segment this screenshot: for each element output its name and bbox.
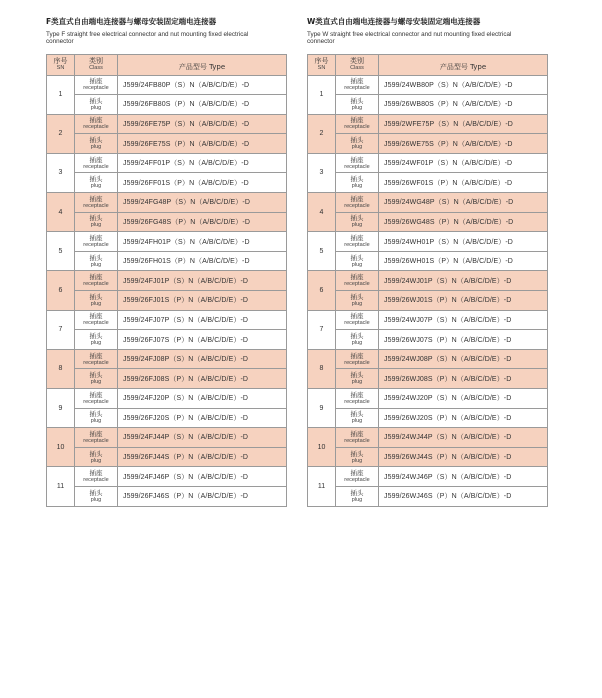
plug-class-en: plug: [351, 496, 363, 503]
plug-model-cell: J599/26WJ46S（P）N（A/B/C/D/E）-D: [379, 486, 548, 506]
plug-class-cell: [75, 212, 118, 232]
plug-class-cn: 插头: [89, 253, 103, 262]
receptacle-class-cn: 插座: [350, 312, 364, 321]
receptacle-class-cell: [336, 153, 379, 173]
table-row: [308, 389, 548, 409]
plug-class-cell: [336, 251, 379, 271]
receptacle-class-cn: 插座: [350, 155, 364, 164]
class-header-cn: 类别: [350, 57, 364, 66]
plug-model-cell: J599/26FJ01S（P）N（A/B/C/D/E）-D: [118, 291, 287, 311]
plug-class-cell: [75, 369, 118, 389]
receptacle-class-cn: 插座: [350, 390, 364, 399]
plug-class-cell: [75, 251, 118, 271]
plug-class-cn: 插头: [350, 371, 364, 380]
sn-cell: 10: [308, 428, 336, 467]
receptacle-model-cell: J599/24FJ44P（S）N（A/B/C/D/E）-D: [118, 428, 287, 448]
plug-class-cn: 插头: [89, 292, 103, 301]
receptacle-class-en: receptacle: [83, 398, 109, 405]
table-header-row: [47, 55, 287, 76]
plug-class-cell: [75, 408, 118, 428]
table-row: [47, 232, 287, 252]
receptacle-class-cn: 插座: [350, 273, 364, 282]
plug-class-en: plug: [351, 183, 363, 190]
table-row: [47, 114, 287, 134]
receptacle-model-cell: J599/24WJ46P（S）N（A/B/C/D/E）-D: [379, 467, 548, 487]
plug-class-cell: [336, 173, 379, 193]
sn-cell: 2: [308, 114, 336, 153]
plug-model-cell: J599/26WJ08S（P）N（A/B/C/D/E）-D: [379, 369, 548, 389]
receptacle-class-cell: [336, 114, 379, 134]
receptacle-model-cell: J599/24WF01P（S）N（A/B/C/D/E）-D: [379, 153, 548, 173]
receptacle-class-cn: 插座: [350, 351, 364, 360]
plug-class-cell: [336, 291, 379, 311]
receptacle-class-cn: 插座: [89, 351, 103, 360]
plug-class-en: plug: [90, 144, 102, 151]
w-type-title-en: Type W straight free electrical connector and nut mounting fixed electrical connector: [307, 31, 512, 45]
plug-class-cell: [336, 369, 379, 389]
plug-class-en: plug: [90, 104, 102, 111]
sn-cell: 11: [47, 467, 75, 506]
receptacle-model-cell: J599/24FJ08P（S）N（A/B/C/D/E）-D: [118, 349, 287, 369]
receptacle-class-cn: 插座: [89, 469, 103, 478]
type-header: [379, 55, 548, 76]
receptacle-model-cell: J599/24WJ07P（S）N（A/B/C/D/E）-D: [379, 310, 548, 330]
receptacle-model-cell: J599/24WB80P（S）N（A/B/C/D/E）-D: [379, 75, 548, 95]
w-type-table: [307, 54, 548, 507]
plug-class-cell: [336, 447, 379, 467]
table-row: [308, 408, 548, 428]
table-row: [47, 291, 287, 311]
receptacle-model-cell: J599/24FJ07P（S）N（A/B/C/D/E）-D: [118, 310, 287, 330]
receptacle-model-cell: J599/24WJ08P（S）N（A/B/C/D/E）-D: [379, 349, 548, 369]
plug-class-cn: 插头: [350, 332, 364, 341]
receptacle-class-cn: 插座: [350, 116, 364, 125]
sn-header: [47, 55, 75, 76]
receptacle-class-en: receptacle: [83, 359, 109, 366]
receptacle-model-cell: J599/24WJ01P（S）N（A/B/C/D/E）-D: [379, 271, 548, 291]
receptacle-class-en: receptacle: [83, 163, 109, 170]
receptacle-class-cn: 插座: [89, 273, 103, 282]
receptacle-class-en: receptacle: [344, 124, 370, 131]
plug-class-cn: 插头: [89, 332, 103, 341]
sn-cell: 4: [47, 193, 75, 232]
receptacle-class-en: receptacle: [344, 242, 370, 249]
w-type-title-cn: W类直式自由端电连接器与螺母安装固定端电连接器: [307, 17, 481, 26]
table-row: [308, 153, 548, 173]
class-header-cn: 类别: [89, 57, 103, 66]
receptacle-model-cell: J599/24FG48P（S）N（A/B/C/D/E）-D: [118, 193, 287, 213]
table-row: [47, 330, 287, 350]
receptacle-model-cell: J599/24FB80P（S）N（A/B/C/D/E）-D: [118, 75, 287, 95]
receptacle-model-cell: J599/24WJ44P（S）N（A/B/C/D/E）-D: [379, 428, 548, 448]
table-row: [308, 271, 548, 291]
receptacle-class-cn: 插座: [350, 77, 364, 86]
sn-cell: 8: [47, 349, 75, 388]
table-row: [47, 173, 287, 193]
receptacle-class-en: receptacle: [83, 242, 109, 249]
table-row: [308, 467, 548, 487]
plug-class-en: plug: [90, 379, 102, 386]
table-row: [47, 447, 287, 467]
plug-class-cell: [75, 330, 118, 350]
plug-class-cn: 插头: [89, 488, 103, 497]
f-type-table: [46, 54, 287, 507]
plug-class-cn: 插头: [89, 136, 103, 145]
plug-class-en: plug: [90, 222, 102, 229]
sn-cell: 2: [47, 114, 75, 153]
receptacle-class-cell: [336, 389, 379, 409]
receptacle-class-cn: 插座: [89, 312, 103, 321]
receptacle-class-en: receptacle: [344, 85, 370, 92]
class-header-en: Class: [89, 65, 103, 72]
sn-header-cn: 序号: [314, 57, 329, 66]
plug-class-cn: 插头: [89, 449, 103, 458]
sn-cell: 7: [308, 310, 336, 349]
table-row: [47, 428, 287, 448]
receptacle-class-cn: 插座: [350, 469, 364, 478]
receptacle-model-cell: J599/24FJ46P（S）N（A/B/C/D/E）-D: [118, 467, 287, 487]
receptacle-class-cn: 插座: [89, 234, 103, 243]
receptacle-class-cn: 插座: [350, 234, 364, 243]
table-row: [47, 486, 287, 506]
plug-class-cn: 插头: [350, 488, 364, 497]
sn-header-cn: 序号: [53, 57, 68, 66]
receptacle-class-en: receptacle: [344, 202, 370, 209]
plug-class-cell: [75, 134, 118, 154]
plug-class-cell: [336, 330, 379, 350]
receptacle-class-en: receptacle: [344, 477, 370, 484]
sn-cell: 1: [47, 75, 75, 114]
plug-class-cell: [75, 95, 118, 115]
receptacle-model-cell: J599/24WJ20P（S）N（A/B/C/D/E）-D: [379, 389, 548, 409]
table-row: [47, 349, 287, 369]
table-row: [308, 291, 548, 311]
table-row: [308, 349, 548, 369]
receptacle-class-cn: 插座: [89, 77, 103, 86]
class-header-en: Class: [350, 65, 364, 72]
receptacle-class-cell: [336, 75, 379, 95]
table-row: [47, 467, 287, 487]
receptacle-class-cell: [75, 349, 118, 369]
plug-class-cn: 插头: [350, 175, 364, 184]
receptacle-class-cell: [75, 467, 118, 487]
receptacle-class-en: receptacle: [83, 124, 109, 131]
sn-header: [308, 55, 336, 76]
table-row: [308, 330, 548, 350]
plug-class-en: plug: [351, 222, 363, 229]
sn-cell: 5: [47, 232, 75, 271]
sn-header-en: SN: [56, 65, 65, 72]
plug-class-cell: [336, 486, 379, 506]
receptacle-class-cell: [336, 467, 379, 487]
table-row: [308, 369, 548, 389]
receptacle-model-cell: J599/24WG48P（S）N（A/B/C/D/E）-D: [379, 193, 548, 213]
plug-class-cn: 插头: [350, 253, 364, 262]
plug-model-cell: J599/26FJ07S（P）N（A/B/C/D/E）-D: [118, 330, 287, 350]
receptacle-class-cell: [75, 114, 118, 134]
sn-cell: 3: [47, 153, 75, 192]
receptacle-class-en: receptacle: [83, 437, 109, 444]
receptacle-class-en: receptacle: [344, 163, 370, 170]
receptacle-class-cell: [75, 271, 118, 291]
table-row: [47, 75, 287, 95]
table-header-row: [308, 55, 548, 76]
plug-class-cn: 插头: [89, 214, 103, 223]
table-row: [308, 114, 548, 134]
plug-class-en: plug: [90, 340, 102, 347]
plug-class-cn: 插头: [350, 449, 364, 458]
receptacle-class-en: receptacle: [83, 477, 109, 484]
plug-class-en: plug: [351, 379, 363, 386]
plug-class-cell: [75, 173, 118, 193]
receptacle-model-cell: J599/24FJ01P（S）N（A/B/C/D/E）-D: [118, 271, 287, 291]
plug-class-cell: [75, 447, 118, 467]
plug-class-en: plug: [90, 300, 102, 307]
w-type-body: [308, 75, 548, 506]
plug-class-cell: [336, 408, 379, 428]
plug-class-en: plug: [351, 418, 363, 425]
sn-cell: 9: [308, 389, 336, 428]
f-type-body: [47, 75, 287, 506]
table-row: [47, 251, 287, 271]
receptacle-class-cell: [75, 428, 118, 448]
sn-cell: 3: [308, 153, 336, 192]
table-row: [308, 447, 548, 467]
sn-cell: 7: [47, 310, 75, 349]
sn-cell: 11: [308, 467, 336, 506]
receptacle-class-cell: [75, 193, 118, 213]
plug-class-cn: 插头: [89, 371, 103, 380]
receptacle-class-cell: [336, 271, 379, 291]
receptacle-model-cell: J599/24FH01P（S）N（A/B/C/D/E）-D: [118, 232, 287, 252]
sn-cell: 5: [308, 232, 336, 271]
plug-class-en: plug: [90, 418, 102, 425]
plug-class-cn: 插头: [350, 214, 364, 223]
plug-class-cell: [75, 486, 118, 506]
table-row: [47, 212, 287, 232]
table-row: [308, 310, 548, 330]
plug-model-cell: J599/26FJ08S（P）N（A/B/C/D/E）-D: [118, 369, 287, 389]
table-row: [47, 389, 287, 409]
receptacle-class-en: receptacle: [344, 398, 370, 405]
receptacle-class-cell: [336, 349, 379, 369]
receptacle-model-cell: J599/26FE75P（S）N（A/B/C/D/E）-D: [118, 114, 287, 134]
plug-class-en: plug: [351, 340, 363, 347]
plug-model-cell: J599/26WH01S（P）N（A/B/C/D/E）-D: [379, 251, 548, 271]
plug-class-cell: [75, 291, 118, 311]
receptacle-class-cn: 插座: [89, 116, 103, 125]
plug-class-cn: 插头: [89, 96, 103, 105]
class-header: [336, 55, 379, 76]
f-type-section: [46, 17, 286, 503]
plug-class-cn: 插头: [350, 96, 364, 105]
table-row: [47, 310, 287, 330]
receptacle-class-cn: 插座: [89, 429, 103, 438]
receptacle-class-cell: [75, 310, 118, 330]
plug-class-cell: [336, 95, 379, 115]
plug-model-cell: J599/26WJ44S（P）N（A/B/C/D/E）-D: [379, 447, 548, 467]
plug-model-cell: J599/26FH01S（P）N（A/B/C/D/E）-D: [118, 251, 287, 271]
receptacle-class-cell: [336, 428, 379, 448]
plug-model-cell: J599/26WJ07S（P）N（A/B/C/D/E）-D: [379, 330, 548, 350]
plug-class-cn: 插头: [89, 410, 103, 419]
receptacle-class-cell: [336, 310, 379, 330]
plug-class-en: plug: [90, 183, 102, 190]
plug-model-cell: J599/26FJ44S（P）N（A/B/C/D/E）-D: [118, 447, 287, 467]
plug-model-cell: J599/26FJ20S（P）N（A/B/C/D/E）-D: [118, 408, 287, 428]
plug-model-cell: J599/26FG48S（P）N（A/B/C/D/E）-D: [118, 212, 287, 232]
table-row: [308, 75, 548, 95]
sn-cell: 4: [308, 193, 336, 232]
receptacle-class-cn: 插座: [89, 390, 103, 399]
f-type-title-en: Type F straight free electrical connector and nut mounting fixed electrical connector: [46, 31, 249, 45]
plug-class-cn: 插头: [89, 175, 103, 184]
plug-class-cell: [336, 134, 379, 154]
w-type-section: [307, 17, 547, 503]
receptacle-class-en: receptacle: [344, 320, 370, 327]
plug-model-cell: J599/26WJ01S（P）N（A/B/C/D/E）-D: [379, 291, 548, 311]
receptacle-class-en: receptacle: [83, 85, 109, 92]
plug-class-en: plug: [90, 261, 102, 268]
table-row: [47, 153, 287, 173]
receptacle-class-en: receptacle: [83, 281, 109, 288]
table-row: [47, 193, 287, 213]
plug-model-cell: J599/26FE75S（P）N（A/B/C/D/E）-D: [118, 134, 287, 154]
plug-class-en: plug: [351, 300, 363, 307]
table-row: [308, 134, 548, 154]
sn-cell: 10: [47, 428, 75, 467]
plug-model-cell: J599/26WJ20S（P）N（A/B/C/D/E）-D: [379, 408, 548, 428]
plug-class-en: plug: [351, 457, 363, 464]
receptacle-class-cn: 插座: [89, 155, 103, 164]
plug-model-cell: J599/26WF01S（P）N（A/B/C/D/E）-D: [379, 173, 548, 193]
receptacle-class-cell: [336, 232, 379, 252]
plug-model-cell: J599/26FJ46S（P）N（A/B/C/D/E）-D: [118, 486, 287, 506]
receptacle-model-cell: J599/24FJ20P（S）N（A/B/C/D/E）-D: [118, 389, 287, 409]
table-row: [308, 232, 548, 252]
plug-class-en: plug: [351, 144, 363, 151]
type-header: [118, 55, 287, 76]
plug-class-en: plug: [90, 496, 102, 503]
type-header-label: 产品型号 Type: [178, 62, 226, 71]
table-row: [308, 95, 548, 115]
table-row: [47, 369, 287, 389]
table-row: [47, 408, 287, 428]
table-row: [308, 428, 548, 448]
plug-model-cell: J599/26WE75S（P）N（A/B/C/D/E）-D: [379, 134, 548, 154]
type-header-label: 产品型号 Type: [439, 62, 487, 71]
receptacle-class-cn: 插座: [350, 194, 364, 203]
plug-class-cn: 插头: [350, 410, 364, 419]
table-row: [308, 251, 548, 271]
class-header: [75, 55, 118, 76]
receptacle-class-cell: [75, 153, 118, 173]
sn-cell: 8: [308, 349, 336, 388]
sn-header-en: SN: [317, 65, 326, 72]
receptacle-class-en: receptacle: [83, 202, 109, 209]
plug-class-cn: 插头: [350, 292, 364, 301]
receptacle-model-cell: J599/2WFE75P（S）N（A/B/C/D/E）-D: [379, 114, 548, 134]
plug-class-cn: 插头: [350, 136, 364, 145]
table-row: [47, 134, 287, 154]
receptacle-class-en: receptacle: [344, 437, 370, 444]
plug-class-en: plug: [351, 104, 363, 111]
table-row: [308, 173, 548, 193]
plug-model-cell: J599/26FB80S（P）N（A/B/C/D/E）-D: [118, 95, 287, 115]
receptacle-model-cell: J599/24WH01P（S）N（A/B/C/D/E）-D: [379, 232, 548, 252]
sn-cell: 6: [47, 271, 75, 310]
receptacle-model-cell: J599/24FF01P（S）N（A/B/C/D/E）-D: [118, 153, 287, 173]
receptacle-class-en: receptacle: [344, 281, 370, 288]
receptacle-class-cell: [75, 75, 118, 95]
receptacle-class-cell: [336, 193, 379, 213]
sn-cell: 1: [308, 75, 336, 114]
sn-cell: 9: [47, 389, 75, 428]
sn-cell: 6: [308, 271, 336, 310]
plug-model-cell: J599/26FF01S（P）N（A/B/C/D/E）-D: [118, 173, 287, 193]
table-row: [47, 95, 287, 115]
f-type-title-cn: F类直式自由端电连接器与螺母安装固定端电连接器: [46, 17, 217, 26]
plug-class-en: plug: [351, 261, 363, 268]
receptacle-class-cn: 插座: [350, 429, 364, 438]
receptacle-class-en: receptacle: [344, 359, 370, 366]
table-row: [308, 486, 548, 506]
plug-class-en: plug: [90, 457, 102, 464]
table-row: [47, 271, 287, 291]
receptacle-class-cell: [75, 232, 118, 252]
table-row: [308, 212, 548, 232]
receptacle-class-cell: [75, 389, 118, 409]
receptacle-class-en: receptacle: [83, 320, 109, 327]
table-row: [308, 193, 548, 213]
plug-class-cell: [336, 212, 379, 232]
plug-model-cell: J599/26WG48S（P）N（A/B/C/D/E）-D: [379, 212, 548, 232]
plug-model-cell: J599/26WB80S（P）N（A/B/C/D/E）-D: [379, 95, 548, 115]
receptacle-class-cn: 插座: [89, 194, 103, 203]
